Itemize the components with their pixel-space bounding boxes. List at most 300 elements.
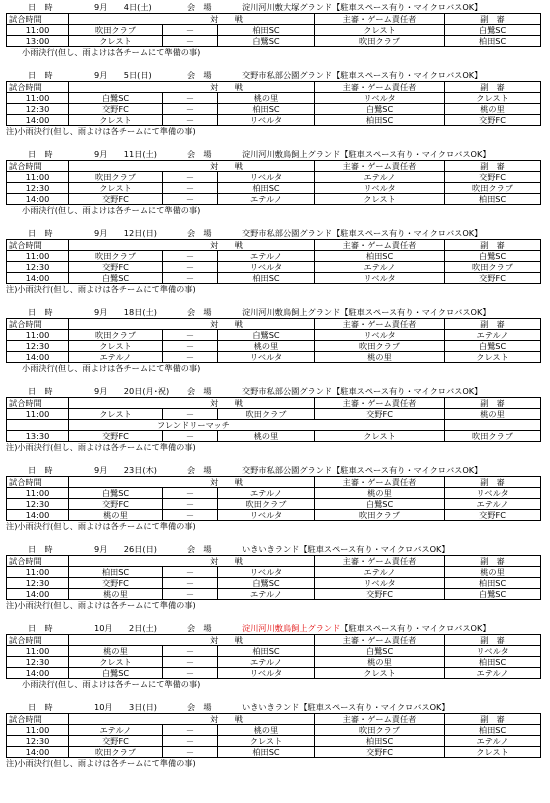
sub-referee: リベルタ — [445, 646, 541, 657]
table-row — [7, 499, 541, 510]
rain-note: 注)小雨決行(但し、雨よけは各チームにて準備の事) — [6, 442, 196, 452]
versus-dash: － — [163, 510, 218, 521]
match-date: 9月 4日(土) — [94, 2, 152, 12]
header-time: 試合時間 — [7, 240, 69, 251]
header-time: 試合時間 — [7, 82, 69, 93]
team-home: 白鷺SC — [69, 488, 163, 499]
venue-label: 会 場 — [187, 70, 212, 80]
header-match: 対 戦 — [69, 398, 315, 409]
team-home: 白鷺SC — [69, 668, 163, 679]
sub-referee: エテルノ — [445, 736, 541, 747]
schedule-table — [6, 634, 541, 679]
sub-referee: 白鷺SC — [445, 251, 541, 262]
sub-referee: エテルノ — [445, 499, 541, 510]
team-away: 柏田SC — [218, 273, 315, 284]
referee: 白鷺SC — [315, 499, 445, 510]
rain-note: 小雨決行(但し、雨よけは各チームにて準備の事) — [22, 363, 201, 373]
rain-note: 小雨決行(但し、雨よけは各チームにて準備の事) — [22, 47, 201, 57]
table-row — [7, 409, 541, 420]
team-home: クレスト — [69, 409, 163, 420]
versus-dash: － — [163, 341, 218, 352]
team-away: 白鷺SC — [218, 330, 315, 341]
match-time: 11:00 — [7, 330, 69, 341]
team-away: 吹田クラブ — [218, 409, 315, 420]
table-row — [7, 567, 541, 578]
versus-dash: － — [163, 93, 218, 104]
versus-dash: － — [163, 25, 218, 36]
referee: 交野FC — [315, 747, 445, 758]
date-label: 日 時 — [28, 544, 53, 554]
team-home: クレスト — [69, 115, 163, 126]
venue-name: いきいきランド【駐車スペース有り・マイクロバスOK】 — [242, 544, 450, 554]
venue-label: 会 場 — [187, 465, 212, 475]
sub-referee: 交野FC — [445, 273, 541, 284]
schedule-table — [6, 713, 541, 758]
referee: リベルタ — [315, 273, 445, 284]
header-sub-referee: 副 審 — [445, 14, 541, 25]
match-time: 12:30 — [7, 499, 69, 510]
match-time: 12:30 — [7, 736, 69, 747]
sub-referee: 桃の里 — [445, 567, 541, 578]
block-info-row — [6, 702, 546, 713]
schedule-table — [6, 81, 541, 126]
venue-name: 淀川河川敷大塚グランド【駐車スペース有り・マイクロバスOK】 — [242, 2, 483, 12]
team-away: エテルノ — [218, 488, 315, 499]
versus-dash: － — [163, 578, 218, 589]
venue-name: 淀川河川敷鳥飼上グランド【駐車スペース有り・マイクロバスOK】 — [242, 149, 491, 159]
date-label: 日 時 — [28, 307, 53, 317]
sub-referee: 白鷺SC — [445, 589, 541, 600]
sub-referee: リベルタ — [445, 488, 541, 499]
team-away: リベルタ — [218, 172, 315, 183]
table-row — [7, 36, 541, 47]
date-label: 日 時 — [28, 149, 53, 159]
referee: エテルノ — [315, 262, 445, 273]
header-referee: 主審・ゲーム責任者 — [315, 714, 445, 725]
team-away: 柏田SC — [218, 646, 315, 657]
match-time: 11:00 — [7, 488, 69, 499]
match-time: 14:00 — [7, 668, 69, 679]
venue-name-rest: 【駐車スペース有り・マイクロバスOK】 — [340, 623, 491, 633]
table-row — [7, 646, 541, 657]
table-header-row — [7, 714, 541, 725]
venue-label: 会 場 — [187, 307, 212, 317]
match-time: 14:00 — [7, 589, 69, 600]
sub-referee: 白鷺SC — [445, 341, 541, 352]
date-label: 日 時 — [28, 2, 53, 12]
sub-referee: 柏田SC — [445, 725, 541, 736]
header-match: 対 戦 — [69, 161, 315, 172]
rain-note: 小雨決行(但し、雨よけは各チームにて準備の事) — [22, 205, 201, 215]
versus-dash: － — [163, 747, 218, 758]
header-sub-referee: 副 審 — [445, 398, 541, 409]
friendly-match-label: フレンドリーマッチ — [69, 420, 445, 431]
versus-dash: － — [163, 646, 218, 657]
team-away: 白鷺SC — [218, 578, 315, 589]
header-referee: 主審・ゲーム責任者 — [315, 240, 445, 251]
match-time: 14:00 — [7, 273, 69, 284]
venue-label: 会 場 — [187, 702, 212, 712]
referee: リベルタ — [315, 578, 445, 589]
table-row — [7, 341, 541, 352]
versus-dash: － — [163, 183, 218, 194]
referee: 柏田SC — [315, 115, 445, 126]
sub-referee: 桃の里 — [445, 104, 541, 115]
empty-cell — [7, 420, 69, 431]
match-date: 9月 23日(木) — [94, 465, 157, 475]
header-referee: 主審・ゲーム責任者 — [315, 398, 445, 409]
referee: 交野FC — [315, 589, 445, 600]
referee: 吹田クラブ — [315, 510, 445, 521]
header-referee: 主審・ゲーム責任者 — [315, 82, 445, 93]
table-row — [7, 172, 541, 183]
versus-dash: － — [163, 668, 218, 679]
table-row — [7, 431, 541, 442]
date-label: 日 時 — [28, 465, 53, 475]
versus-dash: － — [163, 488, 218, 499]
header-sub-referee: 副 審 — [445, 240, 541, 251]
team-home: エテルノ — [69, 725, 163, 736]
sub-referee: エテルノ — [445, 330, 541, 341]
match-time: 13:00 — [7, 36, 69, 47]
sub-referee: 交野FC — [445, 115, 541, 126]
table-row — [7, 104, 541, 115]
header-sub-referee: 副 審 — [445, 635, 541, 646]
venue-label: 会 場 — [187, 544, 212, 554]
rain-note: 注)小雨決行(但し、雨よけは各チームにて準備の事) — [6, 284, 196, 294]
friendly-match-row — [7, 420, 541, 431]
team-home: 交野FC — [69, 194, 163, 205]
venue-name: 交野市私部公園グランド【駐車スペース有り・マイクロバスOK】 — [242, 70, 483, 80]
team-away: エテルノ — [218, 251, 315, 262]
rain-note: 注)小雨決行(但し、雨よけは各チームにて準備の事) — [6, 600, 196, 610]
schedule-block — [6, 149, 546, 215]
schedule-block — [6, 465, 546, 531]
versus-dash: － — [163, 725, 218, 736]
venue-name: 交野市私部公園グランド【駐車スペース有り・マイクロバスOK】 — [242, 465, 483, 475]
team-home: 白鷺SC — [69, 93, 163, 104]
schedule-block — [6, 2, 546, 57]
header-referee: 主審・ゲーム責任者 — [315, 14, 445, 25]
header-referee: 主審・ゲーム責任者 — [315, 161, 445, 172]
referee: 柏田SC — [315, 251, 445, 262]
versus-dash: － — [163, 499, 218, 510]
versus-dash: － — [163, 657, 218, 668]
venue-name — [242, 623, 491, 634]
date-label: 日 時 — [28, 70, 53, 80]
referee: 吹田クラブ — [315, 341, 445, 352]
match-date: 9月 11日(土) — [94, 149, 157, 159]
team-home: エテルノ — [69, 352, 163, 363]
header-match: 対 戦 — [69, 714, 315, 725]
versus-dash: － — [163, 262, 218, 273]
team-away: エテルノ — [218, 657, 315, 668]
schedule-table — [6, 555, 541, 600]
header-sub-referee: 副 審 — [445, 477, 541, 488]
team-away: エテルノ — [218, 589, 315, 600]
referee: リベルタ — [315, 93, 445, 104]
team-home: クレスト — [69, 36, 163, 47]
header-sub-referee: 副 審 — [445, 319, 541, 330]
team-away: 桃の里 — [218, 725, 315, 736]
table-row — [7, 578, 541, 589]
schedule-table — [6, 239, 541, 284]
header-time: 試合時間 — [7, 556, 69, 567]
team-home: 交野FC — [69, 736, 163, 747]
table-row — [7, 273, 541, 284]
table-row — [7, 93, 541, 104]
team-home: 交野FC — [69, 578, 163, 589]
table-row — [7, 589, 541, 600]
team-home: 吹田クラブ — [69, 251, 163, 262]
match-time: 13:30 — [7, 431, 69, 442]
sub-referee: 柏田SC — [445, 578, 541, 589]
table-row — [7, 352, 541, 363]
match-time: 11:00 — [7, 93, 69, 104]
match-time: 12:30 — [7, 578, 69, 589]
sub-referee: クレスト — [445, 747, 541, 758]
venue-name: 交野市私部公園グランド【駐車スペース有り・マイクロバスOK】 — [242, 228, 483, 238]
match-time: 11:00 — [7, 409, 69, 420]
table-row — [7, 747, 541, 758]
header-match: 対 戦 — [69, 240, 315, 251]
table-header-row — [7, 477, 541, 488]
match-date: 10月 3日(日) — [94, 702, 157, 712]
sub-referee: 吹田クラブ — [445, 183, 541, 194]
block-info-row — [6, 149, 546, 160]
venue-name: 交野市私部公園グランド【駐車スペース有り・マイクロバスOK】 — [242, 386, 483, 396]
header-referee: 主審・ゲーム責任者 — [315, 635, 445, 646]
block-info-row — [6, 465, 546, 476]
referee: クレスト — [315, 668, 445, 679]
sub-referee: 白鷺SC — [445, 25, 541, 36]
schedule-block — [6, 228, 546, 294]
versus-dash: － — [163, 567, 218, 578]
block-info-row — [6, 307, 546, 318]
match-time: 11:00 — [7, 172, 69, 183]
schedule-block — [6, 623, 546, 689]
referee: 白鷺SC — [315, 104, 445, 115]
team-home: 桃の里 — [69, 646, 163, 657]
match-time: 11:00 — [7, 725, 69, 736]
team-away: リベルタ — [218, 352, 315, 363]
schedule-table — [6, 397, 541, 442]
header-match: 対 戦 — [69, 477, 315, 488]
sub-referee: 柏田SC — [445, 194, 541, 205]
referee: 白鷺SC — [315, 646, 445, 657]
table-header-row — [7, 319, 541, 330]
versus-dash: － — [163, 104, 218, 115]
match-time: 14:00 — [7, 194, 69, 205]
rain-note: 小雨決行(但し、雨よけは各チームにて準備の事) — [22, 679, 201, 689]
schedule-table — [6, 476, 541, 521]
schedule-block — [6, 307, 546, 373]
header-referee: 主審・ゲーム責任者 — [315, 319, 445, 330]
table-header-row — [7, 161, 541, 172]
header-time: 試合時間 — [7, 398, 69, 409]
date-label: 日 時 — [28, 623, 53, 633]
venue-label: 会 場 — [187, 2, 212, 12]
referee: クレスト — [315, 431, 445, 442]
table-row — [7, 115, 541, 126]
rain-note: 注)小雨決行(但し、雨よけは各チームにて準備の事) — [6, 521, 196, 531]
referee: 桃の里 — [315, 657, 445, 668]
referee: リベルタ — [315, 183, 445, 194]
block-info-row — [6, 544, 546, 555]
team-home: 柏田SC — [69, 567, 163, 578]
sub-referee: クレスト — [445, 352, 541, 363]
versus-dash: － — [163, 172, 218, 183]
sub-referee: エテルノ — [445, 668, 541, 679]
team-home: クレスト — [69, 657, 163, 668]
team-away: エテルノ — [218, 194, 315, 205]
team-home: 吹田クラブ — [69, 747, 163, 758]
table-row — [7, 725, 541, 736]
date-label: 日 時 — [28, 228, 53, 238]
versus-dash: － — [163, 330, 218, 341]
match-time: 14:00 — [7, 115, 69, 126]
match-time: 14:00 — [7, 747, 69, 758]
referee: 桃の里 — [315, 488, 445, 499]
team-away: 桃の里 — [218, 341, 315, 352]
team-away: 桃の里 — [218, 93, 315, 104]
header-referee: 主審・ゲーム責任者 — [315, 477, 445, 488]
block-info-row — [6, 2, 546, 13]
table-row — [7, 25, 541, 36]
header-time: 試合時間 — [7, 319, 69, 330]
table-row — [7, 194, 541, 205]
team-home: 桃の里 — [69, 510, 163, 521]
header-time: 試合時間 — [7, 477, 69, 488]
table-header-row — [7, 82, 541, 93]
match-time: 12:30 — [7, 341, 69, 352]
team-away: リベルタ — [218, 115, 315, 126]
date-label: 日 時 — [28, 386, 53, 396]
team-away: 柏田SC — [218, 183, 315, 194]
sub-referee: 交野FC — [445, 172, 541, 183]
sub-referee: 桃の里 — [445, 409, 541, 420]
referee: 柏田SC — [315, 736, 445, 747]
versus-dash: － — [163, 736, 218, 747]
team-away: 柏田SC — [218, 25, 315, 36]
venue-name: 淀川河川敷鳥飼上グランド【駐車スペース有り・マイクロバスOK】 — [242, 307, 491, 317]
team-home: 桃の里 — [69, 589, 163, 600]
schedule-table — [6, 318, 541, 363]
versus-dash: － — [163, 273, 218, 284]
team-home: 交野FC — [69, 431, 163, 442]
schedule-block — [6, 70, 546, 136]
block-info-row — [6, 386, 546, 397]
header-referee: 主審・ゲーム責任者 — [315, 556, 445, 567]
date-label: 日 時 — [28, 702, 53, 712]
match-time: 11:00 — [7, 567, 69, 578]
versus-dash: － — [163, 194, 218, 205]
header-match: 対 戦 — [69, 14, 315, 25]
versus-dash: － — [163, 251, 218, 262]
schedule-table — [6, 160, 541, 205]
match-date: 9月 5日(日) — [94, 70, 152, 80]
team-away: 柏田SC — [218, 104, 315, 115]
referee: クレスト — [315, 194, 445, 205]
team-home: 白鷺SC — [69, 273, 163, 284]
team-away: クレスト — [218, 736, 315, 747]
table-header-row — [7, 556, 541, 567]
schedule-block — [6, 544, 546, 610]
referee: 交野FC — [315, 409, 445, 420]
versus-dash: － — [163, 352, 218, 363]
referee: 桃の里 — [315, 352, 445, 363]
table-row — [7, 183, 541, 194]
header-sub-referee: 副 審 — [445, 714, 541, 725]
schedule-block — [6, 386, 546, 452]
team-away: 柏田SC — [218, 747, 315, 758]
block-info-row — [6, 70, 546, 81]
team-home: 吹田クラブ — [69, 25, 163, 36]
team-away: リベルタ — [218, 262, 315, 273]
team-home: 吹田クラブ — [69, 172, 163, 183]
venue-label: 会 場 — [187, 386, 212, 396]
header-sub-referee: 副 審 — [445, 556, 541, 567]
header-time: 試合時間 — [7, 14, 69, 25]
match-time: 11:00 — [7, 25, 69, 36]
table-header-row — [7, 635, 541, 646]
header-time: 試合時間 — [7, 714, 69, 725]
sub-referee: クレスト — [445, 93, 541, 104]
versus-dash: － — [163, 409, 218, 420]
header-match: 対 戦 — [69, 635, 315, 646]
table-row — [7, 668, 541, 679]
table-row — [7, 657, 541, 668]
referee: 吹田クラブ — [315, 36, 445, 47]
table-row — [7, 330, 541, 341]
sub-referee: 柏田SC — [445, 657, 541, 668]
team-home: クレスト — [69, 341, 163, 352]
team-home: 交野FC — [69, 104, 163, 115]
team-away: 白鷺SC — [218, 36, 315, 47]
referee: エテルノ — [315, 567, 445, 578]
block-info-row — [6, 228, 546, 239]
venue-label: 会 場 — [187, 228, 212, 238]
team-home: 交野FC — [69, 262, 163, 273]
versus-dash: － — [163, 115, 218, 126]
venue-label: 会 場 — [187, 149, 212, 159]
sub-referee: 吹田クラブ — [445, 262, 541, 273]
match-time: 12:30 — [7, 262, 69, 273]
schedule-table — [6, 13, 541, 47]
versus-dash: － — [163, 589, 218, 600]
team-away: 吹田クラブ — [218, 499, 315, 510]
table-row — [7, 736, 541, 747]
header-time: 試合時間 — [7, 161, 69, 172]
versus-dash: － — [163, 431, 218, 442]
table-row — [7, 251, 541, 262]
team-away: リベルタ — [218, 567, 315, 578]
team-home: 吹田クラブ — [69, 330, 163, 341]
match-date: 10月 2日(土) — [94, 623, 157, 633]
rain-note: 注)小雨決行(但し、雨よけは各チームにて準備の事) — [6, 758, 196, 768]
match-time: 12:30 — [7, 104, 69, 115]
venue-label: 会 場 — [187, 623, 212, 633]
table-row — [7, 510, 541, 521]
referee: 吹田クラブ — [315, 725, 445, 736]
header-match: 対 戦 — [69, 556, 315, 567]
match-time: 14:00 — [7, 352, 69, 363]
match-date: 9月 12日(日) — [94, 228, 157, 238]
table-row — [7, 488, 541, 499]
header-sub-referee: 副 審 — [445, 82, 541, 93]
match-date: 9月 18日(土) — [94, 307, 157, 317]
block-info-row — [6, 623, 546, 634]
